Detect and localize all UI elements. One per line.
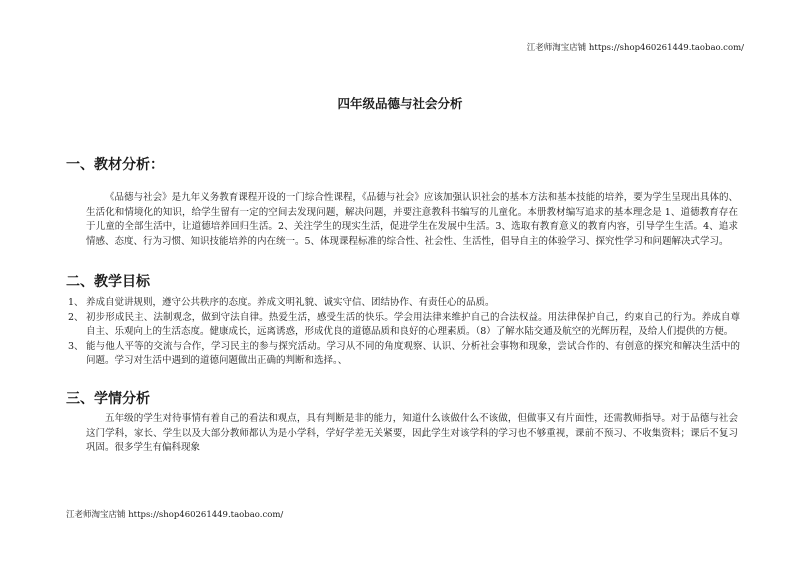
list-item-number: 3、 (68, 340, 84, 352)
list-item-text: 养成自觉讲规则，遵守公共秩序的态度。养成文明礼貌、诚实守信、团结协作、有责任心的品质。 (86, 297, 495, 308)
list-item (68, 311, 740, 340)
page-title: 四年级品德与社会分析 (337, 96, 463, 111)
section-paragraph-textbook-analysis: 《品德与社会》是九年义务教育课程开设的一门综合性课程，《品德与社会》应该加强认识社会的基本方法和基本技能的培养，要为学生呈现出具体的、生活化和情境化的知识，给学生留有一定的空间去发现问题，解决问题，并要注意教科书编写的儿童化。本册教材编写追求的基本理念是 1、道德教育存在于儿童的全部生活中，让道德培养回归生活。2、关注学生的现实生活，促进学生在发展中生活。3、选取有教育意义的教育内容，引导学生生活。4、追求情感、态度、行为习惯、知识技能培养的内在统一。5、体现课程标准的综合性、社会性、生活性，倡导自主的体验学习、探究性学习和问题解决式学习。 (86, 192, 738, 247)
section-heading-student-analysis: 三、学情分析 (66, 391, 150, 407)
list-item (68, 340, 740, 369)
list-item-text: 能与他人平等的交流与合作，学习民主的参与探究活动。学习从不同的角度观察、认识、分析社会事物和现象，尝试合作的、有创意的探究和解决生活中的问题。学习对生活中遇到的道德问题做出正确的判断和选择。、 (86, 340, 740, 366)
teaching-goals-list (68, 296, 740, 369)
section-heading-teaching-goals: 二、教学目标 (66, 274, 150, 290)
list-item-text: 初步形成民主、法制观念，做到守法自律。热爱生活，感受生活的快乐。学会用法律来维护自己的合法权益。用法律保护自己，约束自己的行为。养成自尊自主、乐观向上的生活态度。健康成长，远离诱惑，形成优良的道德品质和良好的心理素质。（8）了解水陆交通及航空的光辉历程，及给人们提供的方便。 (86, 311, 740, 337)
header-shop-note: 江老师淘宝店铺 https://shop460261449.taobao.com/ (526, 43, 744, 53)
section-heading-textbook-analysis: 一、教材分析： (66, 157, 164, 173)
list-item (68, 296, 740, 311)
list-item-number: 2、 (68, 311, 84, 323)
section-paragraph-student-analysis: 五年级的学生对待事情有着自己的看法和观点，具有判断是非的能力，知道什么该做什么不该做，但做事又有片面性，还需教师指导。对于品德与社会这门学科，家长、学生以及大部分教师都认为是小学科，学好学差无关紧要，因此学生对该学科的学习也不够重视，课前不预习、不收集资料；课后不复习巩固。很多学生有偏科现象 (86, 413, 738, 454)
footer-shop-note: 江老师淘宝店铺 https://shop460261449.taobao.com/ (66, 510, 284, 520)
list-item-number: 1、 (68, 297, 84, 308)
